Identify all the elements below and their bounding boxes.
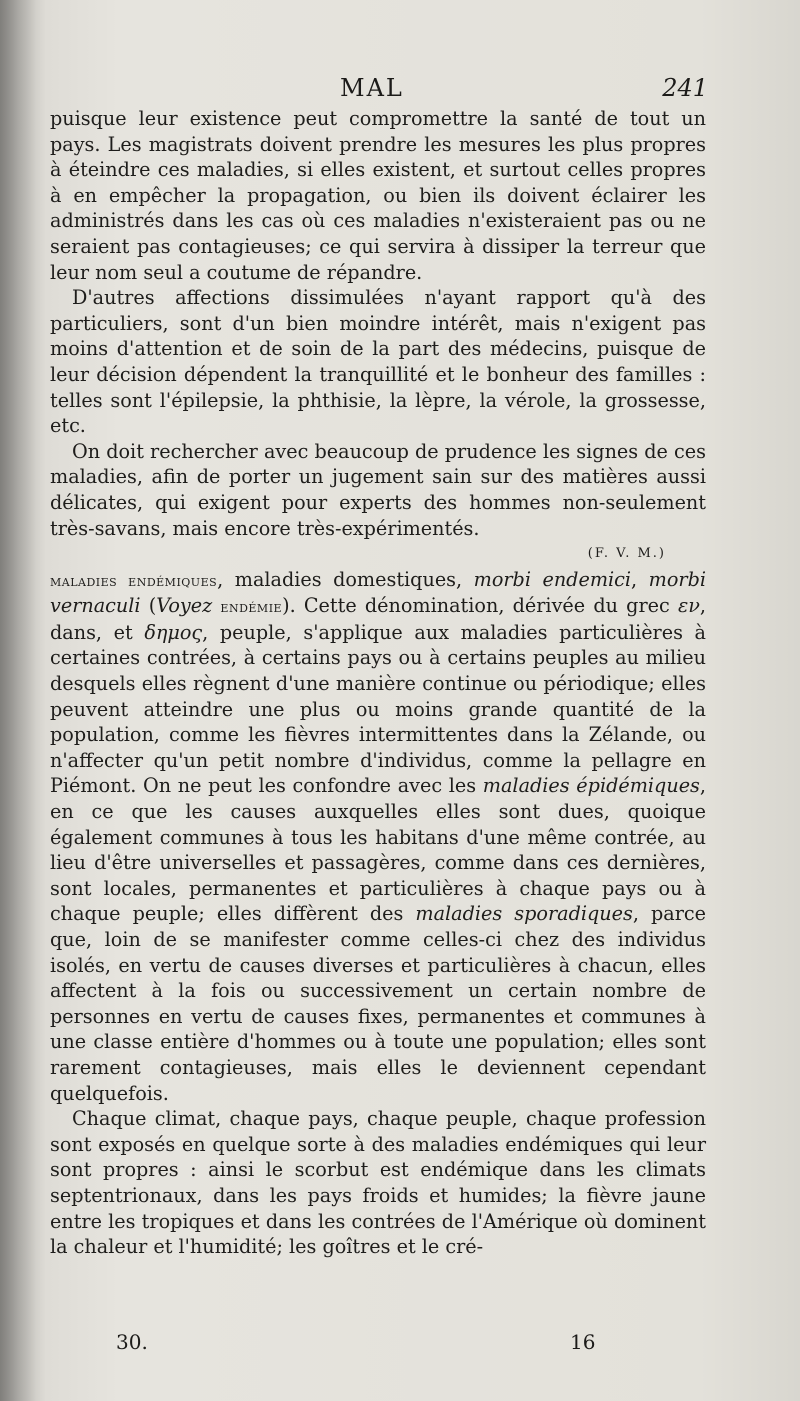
running-head: MAL (340, 74, 404, 102)
page-body (50, 106, 706, 1260)
entry-text: , peuple, s'applique aux maladies particulières à certaines contrées, à certains pays ou à certains peuples au milieu desquels elles règnent d'une manière continue ou périodique; elles peuvent atteindre une plus ou moins grande quantité de la population, comme les fièvres intermittentes dans la Zélande, ou n'affecter qu'un petit nombre d'individus, comme la pellagre en Piémont. On ne peut les confondre avec les (50, 620, 706, 798)
page-number: 241 (662, 74, 708, 102)
voyez-label: Voyez (156, 594, 213, 618)
signature-mark: 16 (570, 1330, 596, 1354)
entry-text: , dans, et (50, 594, 707, 644)
volume-number: 30. (116, 1330, 148, 1354)
latin-term: morbi vernaculi (50, 567, 706, 618)
page-header (50, 70, 710, 106)
entry-text: , parce que, loin de se manifester comme celles-ci chez des individus isolés, en vertu de causes diverses et particulières à chacun, elles affectent à la fois ou successivement un certain nombre de personnes en vertu de causes fixes, permanentes et communes à une classe entière d'hommes ou à toute une population; elles sont rarement contagieuses, mais elles le deviennent cependant quelquefois. (50, 902, 706, 1105)
cross-reference: endémie (220, 597, 283, 617)
entry-headword: maladies endémiques (50, 570, 218, 590)
entry-maladies-endemiques (50, 567, 706, 1106)
entry-text: , (631, 567, 649, 591)
italic-term: maladies sporadiques (415, 902, 633, 926)
italic-term: maladies épidémiques (482, 774, 700, 798)
author-signature: (F. V. M.) (587, 546, 666, 562)
paragraph-dissimulated-affections: D'autres affections dissimulées n'ayant rapport qu'à des particuliers, sont d'un bien moindre intérêt, mais n'exigent pas moins d'attention et de soin de la part des médecins, puisque de leur décision dépendent la tranquillité et le bonheur des familles : telles sont l'épilepsie, la phthisie, la lèpre, la vérole, la grossesse, etc. (50, 286, 706, 438)
page-gutter-shadow (0, 0, 36, 1401)
entry-text: ). Cette dénomination, dérivée du grec (282, 594, 678, 618)
entry-text: , maladies domestiques, (217, 567, 474, 591)
page-footer (50, 1330, 710, 1360)
paragraph-signs: On doit rechercher avec beaucoup de prudence les signes de ces maladies, afin de porter un jugement sain sur des matières aussi délicates, qui exigent pour experts des hommes non-seulement très-savans, mais encore très-expérimentés. (50, 439, 706, 540)
paragraph-climates: Chaque climat, chaque pays, chaque peuple, chaque profession sont exposés en quelque sorte à des maladies endémiques qui leur sont propres : ainsi le scorbut est endémique dans les climats septentrionaux, dans les pays froids et humides; la fièvre jaune entre les tropiques et dans les contrées de l'Amérique où dominent la chaleur et l'humidité; les goîtres et le cré- (50, 1107, 706, 1259)
entry-text: , en ce que les causes auxquelles elles sont dues, quoique également communes à tous les habitans d'une même contrée, au lieu d'être universelles et passagères, comme dans ces dernières, sont locales, permanentes et particulières à chaque pays ou à chaque peuple; elles diffèrent des (50, 774, 707, 926)
entry-text: ( (140, 594, 157, 618)
greek-word: εν (677, 594, 700, 618)
paragraph-continuation: puisque leur existence peut compromettre la santé de tout un pays. Les magistrats doivent prendre les mesures les plus propres à éteindre ces maladies, si elles existent, et surtout celles propres à en empêcher la propagation, ou bien ils doivent éclairer les administrés dans les cas où ces maladies n'existeraient pas ou ne seraient pas contagieuses; ce qui servira à dissiper la terreur que leur nom seul a coutume de répandre. (50, 107, 706, 284)
latin-term: morbi endemici (473, 567, 632, 591)
greek-word: δημος (144, 620, 203, 644)
